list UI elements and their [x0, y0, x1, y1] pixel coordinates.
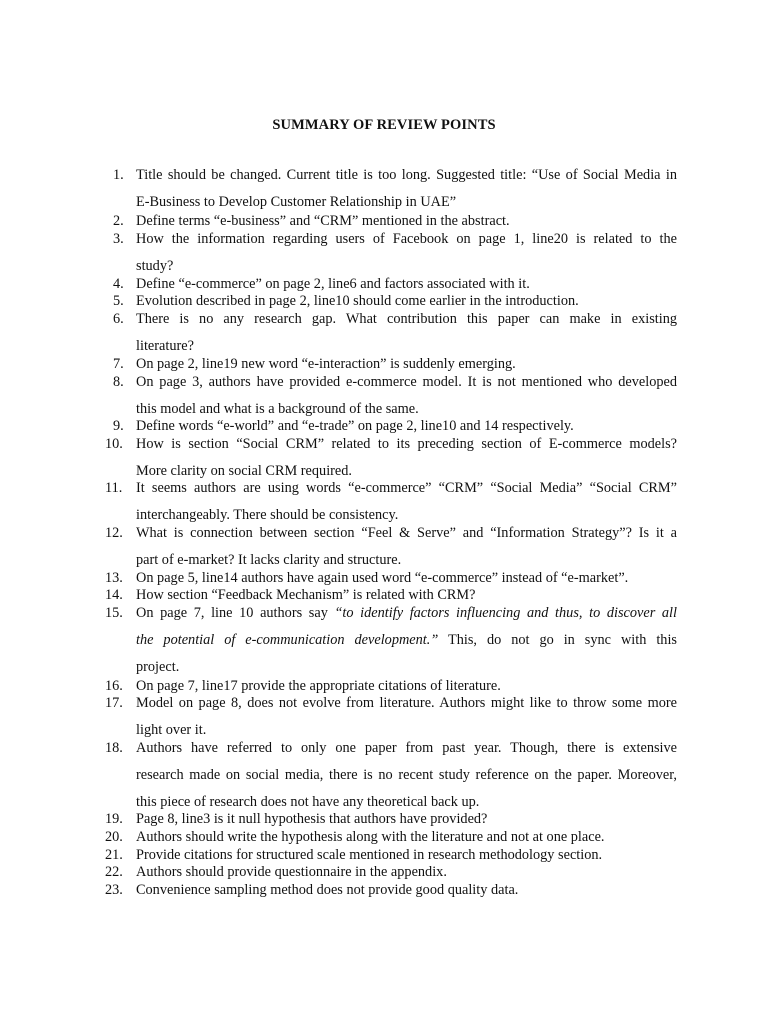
- item-line: Authors have referred to only one paper from past year. Though, there is extensive: [136, 740, 677, 756]
- item-line: [136, 604, 677, 622]
- item-number: 17.: [105, 695, 123, 711]
- item-number: 18.: [105, 740, 123, 756]
- item-line: literature?: [136, 338, 194, 354]
- item-number: 7.: [113, 356, 124, 372]
- item-number: 12.: [105, 525, 123, 541]
- item-quote: the potential of e-communication development.”: [136, 632, 439, 648]
- item-line: part of e-market? It lacks clarity and structure.: [136, 552, 402, 568]
- item-line: It seems authors are using words “e-commerce” “CRM” “Social Media” “Social CRM”: [136, 480, 677, 496]
- item-line: More clarity on social CRM required.: [136, 463, 352, 479]
- item-line: Evolution described in page 2, line10 should come earlier in the introduction.: [136, 293, 579, 309]
- item-number: 16.: [105, 678, 123, 694]
- item-line: Authors should write the hypothesis along with the literature and not at one place.: [136, 829, 605, 845]
- item-line: this piece of research does not have any theoretical back up.: [136, 794, 480, 810]
- item-line: Authors should provide questionnaire in the appendix.: [136, 864, 447, 880]
- item-number: 3.: [113, 231, 124, 247]
- item-line: Convenience sampling method does not provide good quality data.: [136, 882, 519, 898]
- item-number: 21.: [105, 847, 123, 863]
- document-title: SUMMARY OF REVIEW POINTS: [272, 117, 496, 133]
- item-number: 5.: [113, 293, 124, 309]
- item-number: 22.: [105, 864, 123, 880]
- item-line: Model on page 8, does not evolve from literature. Authors might like to throw some more: [136, 695, 677, 711]
- item-line: [136, 631, 677, 649]
- item-line: Provide citations for structured scale mentioned in research methodology section.: [136, 847, 603, 863]
- item-number: 11.: [105, 480, 123, 496]
- item-number: 13.: [105, 570, 123, 586]
- item-line: light over it.: [136, 722, 207, 738]
- item-line: How is section “Social CRM” related to its preceding section of E-commerce models?: [136, 436, 677, 452]
- item-line: On page 2, line19 new word “e-interaction” is suddenly emerging.: [136, 356, 516, 372]
- item-number: 19.: [105, 811, 123, 827]
- item-number: 2.: [113, 213, 124, 229]
- item-line: On page 3, authors have provided e-commerce model. It is not mentioned who developed: [136, 374, 677, 390]
- item-quote: “to identify factors influencing and thus, to discover all: [334, 605, 678, 621]
- item-line: On page 5, line14 authors have again used word “e-commerce” instead of “e-market”.: [136, 570, 629, 586]
- item-line: How the information regarding users of Facebook on page 1, line20 is related to the: [136, 231, 677, 247]
- item-line: project.: [136, 659, 180, 675]
- item-text: On page 7, line 10 authors say: [136, 605, 335, 621]
- item-line: What is connection between section “Feel & Serve” and “Information Strategy”? Is it a: [136, 525, 677, 541]
- item-number: 10.: [105, 436, 123, 452]
- item-text: This, do not go in sync with this: [448, 632, 677, 648]
- item-number: 8.: [113, 374, 124, 390]
- item-line: There is no any research gap. What contribution this paper can make in existing: [136, 311, 677, 327]
- item-number: 6.: [113, 311, 124, 327]
- item-number: 23.: [105, 882, 123, 898]
- item-line: Define “e-commerce” on page 2, line6 and factors associated with it.: [136, 276, 530, 292]
- item-line: research made on social media, there is no recent study reference on the paper. Moreover,: [136, 767, 677, 783]
- item-number: 15.: [105, 605, 123, 621]
- item-line: this model and what is a background of the same.: [136, 401, 419, 417]
- item-number: 9.: [113, 418, 124, 434]
- item-line: On page 7, line17 provide the appropriate citations of literature.: [136, 678, 501, 694]
- item-line: How section “Feedback Mechanism” is related with CRM?: [136, 587, 476, 603]
- item-number: 1.: [113, 167, 124, 183]
- item-number: 14.: [105, 587, 123, 603]
- item-line: Title should be changed. Current title is too long. Suggested title: “Use of Social Media in: [136, 167, 677, 183]
- item-line: study?: [136, 258, 174, 274]
- item-line: Page 8, line3 is it null hypothesis that authors have provided?: [136, 811, 488, 827]
- item-number: 20.: [105, 829, 123, 845]
- item-number: 4.: [113, 276, 124, 292]
- item-line: interchangeably. There should be consistency.: [136, 507, 399, 523]
- item-line: Define words “e-world” and “e-trade” on page 2, line10 and 14 respectively.: [136, 418, 574, 434]
- item-line: Define terms “e-business” and “CRM” mentioned in the abstract.: [136, 213, 510, 229]
- item-line: E-Business to Develop Customer Relationship in UAE”: [136, 194, 457, 210]
